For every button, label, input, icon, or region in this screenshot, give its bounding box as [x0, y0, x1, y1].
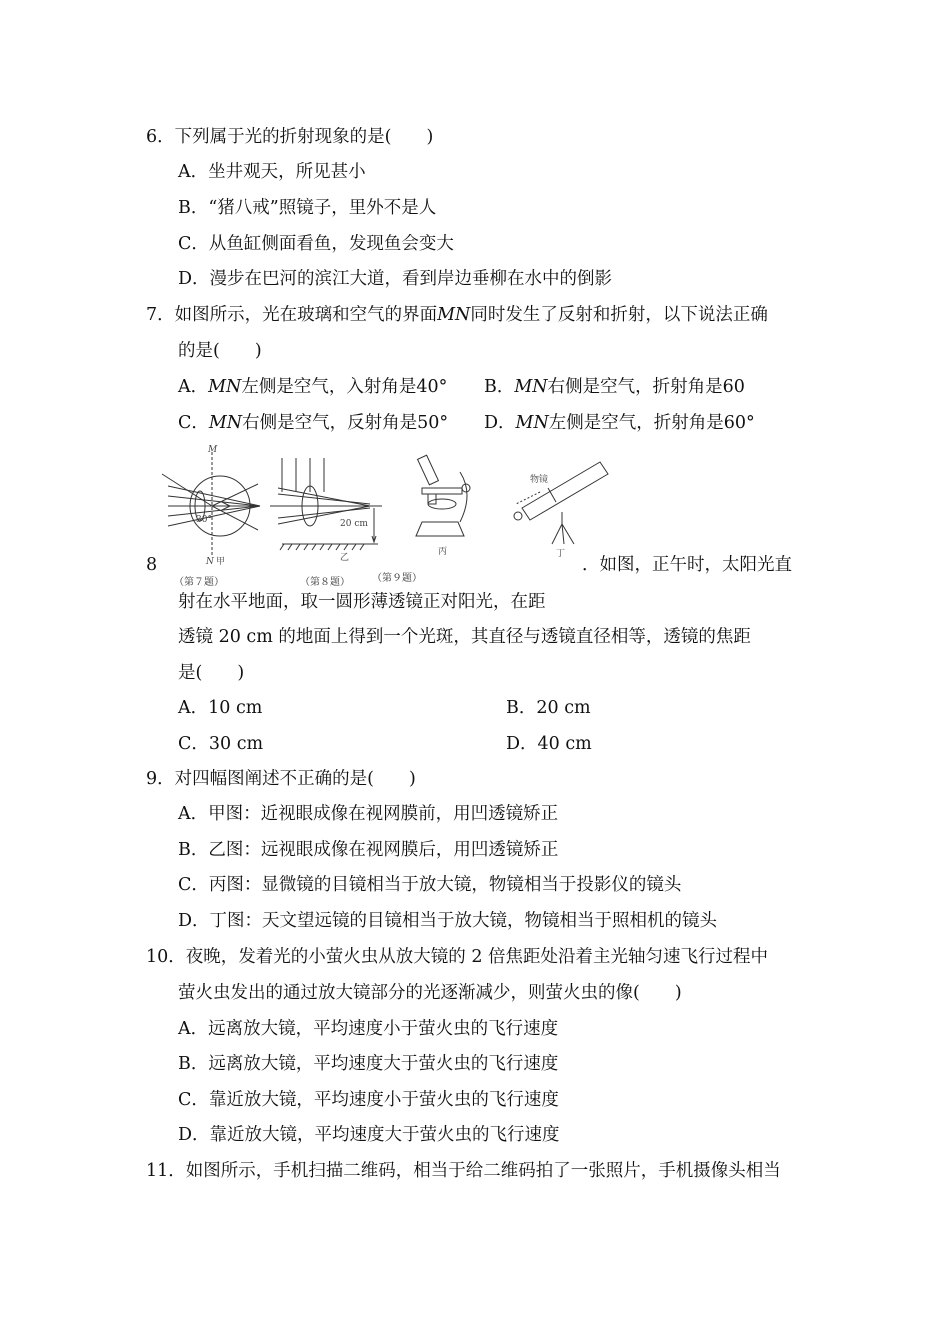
q10-option-b: B．远离放大镜，平均速度大于萤火虫的飞行速度 [178, 1054, 559, 1074]
q8-option-b: B．20 cm [506, 698, 591, 718]
q8-stem-tail: ．如图，正午时，太阳光直 [582, 555, 792, 575]
q6-option-d: D．漫步在巴河的滨江大道，看到岸边垂柳在水中的倒影 [178, 269, 613, 289]
q9-option-c: C．丙图：显微镜的目镜相当于放大镜，物镜相当于投影仪的镜头 [178, 875, 682, 895]
q7-stem-cont: 的是( ) [178, 341, 262, 361]
q10-stem-cont: 萤火虫发出的通过放大镜部分的光逐渐减少，则萤火虫的像( ) [178, 983, 682, 1003]
caption-q9: （第９题） [372, 573, 422, 584]
fig-angle-label: 30° [196, 515, 212, 525]
q11-stem: 11．如图所示，手机扫描二维码，相当于给二维码拍了一张照片，手机摄像头相当 [146, 1161, 781, 1181]
fig-objective-label: 物镜 [530, 475, 549, 485]
q8-number: 8 [146, 555, 158, 575]
q6-option-c: C．从鱼缸侧面看鱼，发现鱼会变大 [178, 234, 454, 254]
q8-option-c: C．30 cm [178, 734, 264, 754]
fig-jia-label: 甲 [216, 557, 226, 567]
q7-stem: 7．如图所示，光在玻璃和空气的界面MN同时发生了反射和折射，以下说法正确 [146, 305, 768, 325]
q6-option-b: B．“猪八戒”照镜子，里外不是人 [178, 198, 437, 218]
q6-option-a: A．坐井观天，所见甚小 [178, 162, 366, 182]
figure-8-lens-diagram [270, 458, 382, 550]
q9-option-d: D．丁图：天文望远镜的目镜相当于放大镜，物镜相当于照相机的镜头 [178, 911, 718, 931]
fig-bing-label: 丙 [438, 547, 448, 557]
q8-stem-cont: 射在水平地面，取一圆形薄透镜正对阳光，在距 [178, 592, 546, 612]
q7-option-c: C．MN右侧是空气，反射角是50° [178, 413, 449, 433]
q9-stem: 9．对四幅图阐述不正确的是( ) [146, 769, 416, 789]
figures-strip [160, 444, 620, 584]
q7-option-a: A．MN左侧是空气，入射角是40° [178, 377, 448, 397]
q8-stem-cont2: 透镜 20 cm 的地面上得到一个光斑，其直径与透镜直径相等，透镜的焦距 [178, 627, 751, 647]
mn-label: MN [437, 305, 471, 325]
q6-stem: 6．下列属于光的折射现象的是( ) [146, 127, 434, 147]
figure-7-eye-diagram [162, 452, 260, 556]
q8-stem-cont3: 是( ) [178, 663, 245, 683]
fig-ding-label: 丁 [556, 549, 566, 559]
figure-telescope-diagram [514, 462, 608, 544]
q7-option-d: D．MN左侧是空气，折射角是60° [484, 413, 755, 433]
q10-option-a: A．远离放大镜，平均速度小于萤火虫的飞行速度 [178, 1019, 559, 1039]
fig-yi-label: 乙 [340, 553, 350, 563]
q8-option-a: A．10 cm [178, 698, 263, 718]
fig-n-label: N [206, 557, 214, 567]
q10-option-c: C．靠近放大镜，平均速度小于萤火虫的飞行速度 [178, 1090, 559, 1110]
q10-option-d: D．靠近放大镜，平均速度大于萤火虫的飞行速度 [178, 1125, 560, 1145]
q9-option-a: A．甲图：近视眼成像在视网膜前，用凹透镜矫正 [178, 804, 559, 824]
q9-option-b: B．乙图：远视眼成像在视网膜后，用凹透镜矫正 [178, 840, 559, 860]
fig-m-label: M [208, 445, 218, 455]
fig-dist-label: 20 cm [340, 519, 368, 529]
q7-option-b: B．MN右侧是空气，折射角是60 [484, 377, 745, 397]
caption-q7: （第７题） [174, 577, 224, 588]
q10-stem: 10．夜晚，发着光的小萤火虫从放大镜的 2 倍焦距处沿着主光轴匀速飞行过程中 [146, 947, 769, 967]
caption-q8: （第８题） [300, 577, 350, 588]
figure-microscope-diagram [416, 455, 470, 536]
q8-option-d: D．40 cm [506, 734, 592, 754]
